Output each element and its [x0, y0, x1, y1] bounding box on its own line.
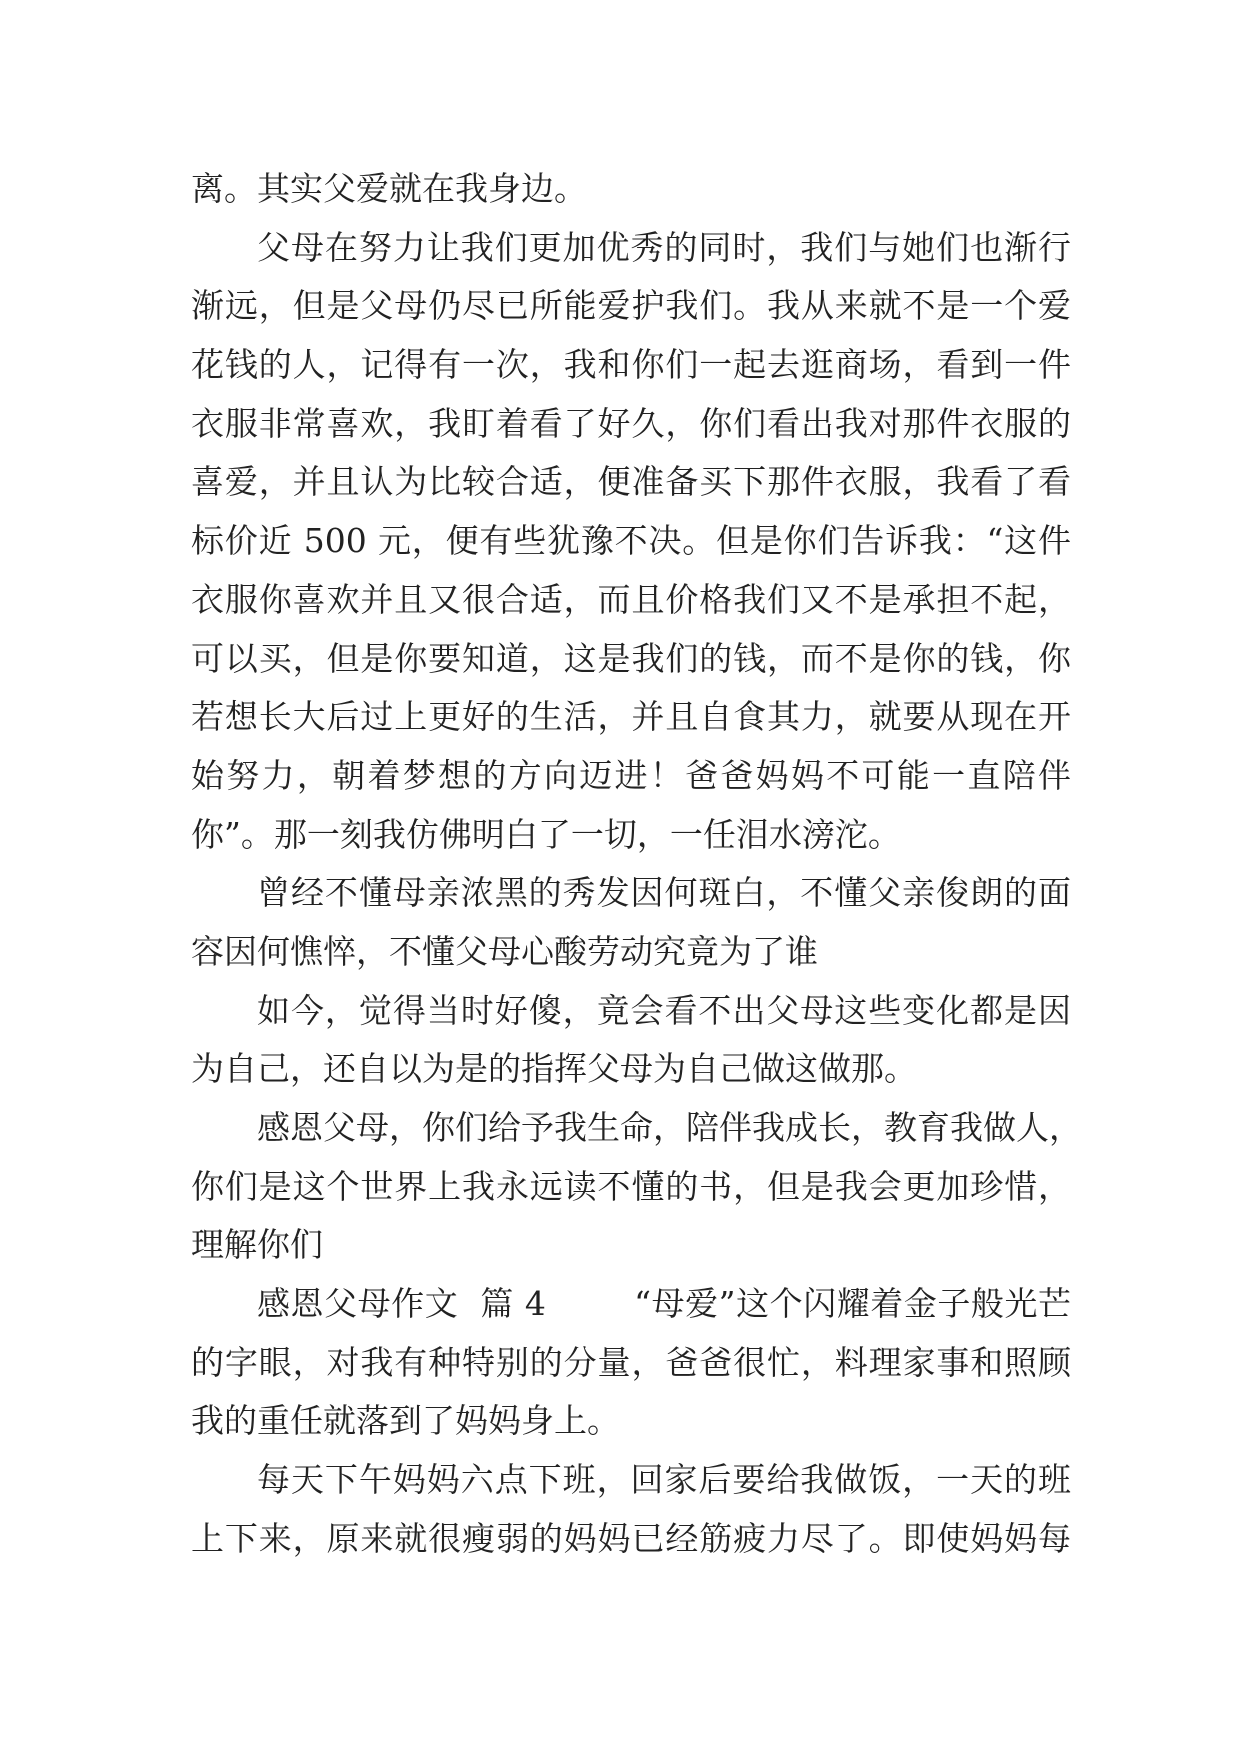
text-line: 我的重任就落到了妈妈身上。: [191, 1401, 620, 1441]
section-heading-line: 感恩父母作文 篇 4 “母爱”这个闪耀着金子般光芒: [257, 1284, 1071, 1324]
text-line: 为自己，还自以为是的指挥父母为自己做这做那。: [191, 1049, 917, 1089]
text-line: 你”。那一刻我仿佛明白了一切，一任泪水滂沱。: [191, 814, 901, 854]
text-line: 上下来，原来就很瘦弱的妈妈已经筋疲力尽了。即使妈妈每: [191, 1518, 1071, 1558]
text-line: 你们是这个世界上我永远读不懂的书，但是我会更加珍惜，: [191, 1166, 1071, 1206]
text-line: 的字眼，对我有种特别的分量，爸爸很忙，料理家事和照顾: [191, 1342, 1071, 1382]
text-line: 曾经不懂母亲浓黑的秀发因何斑白，不懂父亲俊朗的面: [257, 873, 1071, 913]
text-line: 离。其实父爱就在我身边。: [191, 169, 587, 208]
text-line: 衣服非常喜欢，我盯着看了好久，你们看出我对那件衣服的: [191, 403, 1071, 443]
text-line: 如今，觉得当时好傻，竟会看不出父母这些变化都是因: [257, 990, 1071, 1030]
text-line: 始努力，朝着梦想的方向迈进！爸爸妈妈不可能一直陪伴: [191, 755, 1071, 795]
text-line: 衣服你喜欢并且又很合适，而且价格我们又不是承担不起，: [191, 579, 1071, 619]
text-line: 理解你们: [191, 1225, 323, 1265]
text-line: 每天下午妈妈六点下班，回家后要给我做饭，一天的班: [257, 1460, 1071, 1500]
text-line: 感恩父母，你们给予我生命，陪伴我成长，教育我做人，: [257, 1108, 1082, 1147]
text-line: 可以买，但是你要知道，这是我们的钱，而不是你的钱，你: [191, 638, 1071, 678]
text-line: 渐远，但是父母仍尽已所能爱护我们。我从来就不是一个爱: [191, 286, 1071, 326]
text-line: 父母在努力让我们更加优秀的同时，我们与她们也渐行: [257, 227, 1071, 267]
text-line: 若想长大后过上更好的生活，并且自食其力，就要从现在开: [191, 697, 1071, 737]
text-line: 容因何憔悴，不懂父母心酸劳动究竟为了谁: [191, 931, 818, 971]
document-body: [191, 160, 1082, 1569]
text-line: 标价近 500 元，便有些犹豫不决。但是你们告诉我：“这件: [191, 521, 1071, 561]
text-line: 花钱的人，记得有一次，我和你们一起去逛商场，看到一件: [191, 345, 1071, 385]
text-line: 喜爱，并且认为比较合适，便准备买下那件衣服，我看了看: [191, 462, 1071, 502]
